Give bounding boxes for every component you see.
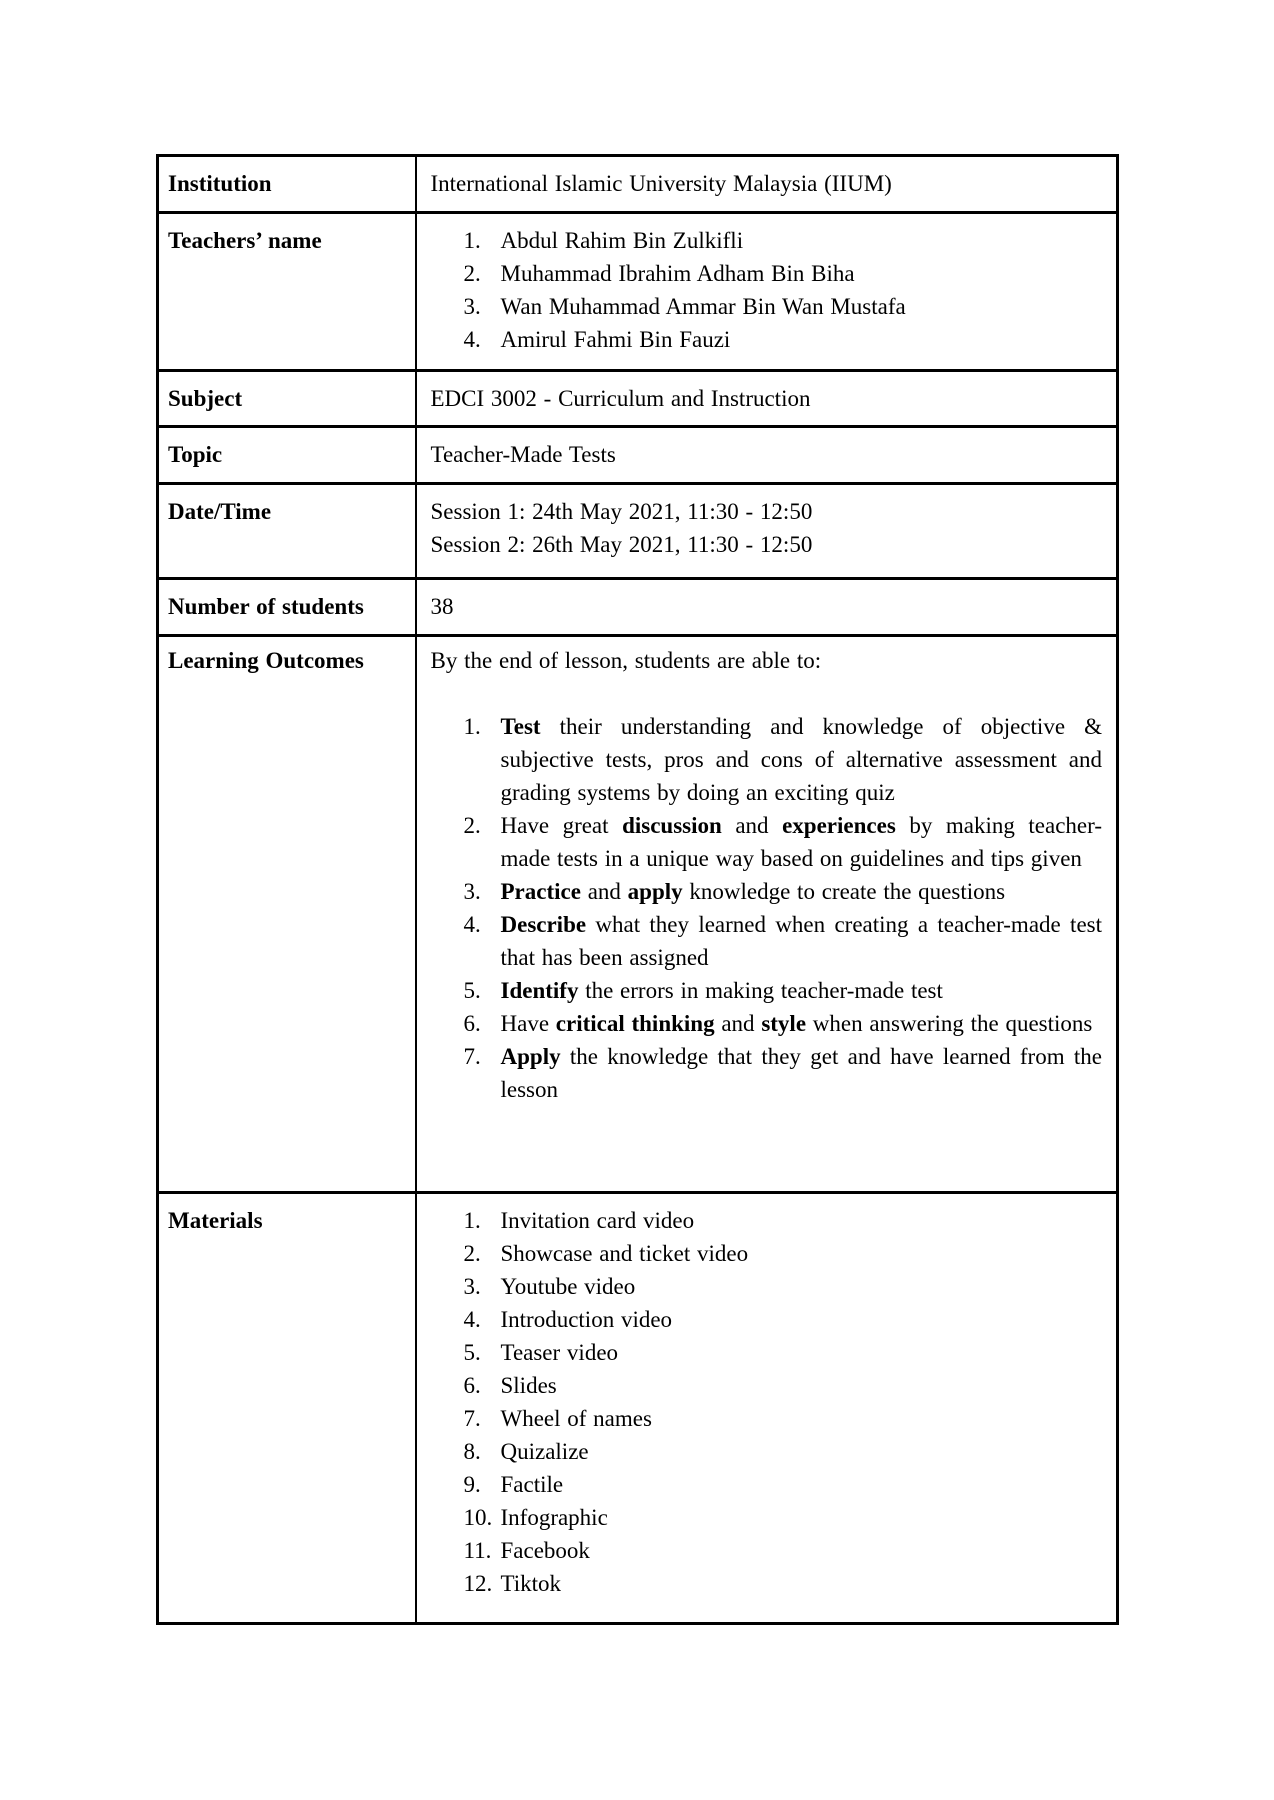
row-value-teachers-name bbox=[416, 213, 1118, 371]
list-item-text bbox=[501, 261, 855, 286]
list-item-text bbox=[501, 1340, 619, 1365]
list-marker: 5. bbox=[463, 1340, 481, 1365]
list-item bbox=[464, 1567, 1103, 1600]
plain-text: Facebook bbox=[500, 1538, 590, 1563]
list-item-text bbox=[501, 714, 1103, 805]
bold-text: Test bbox=[500, 714, 541, 739]
list-marker: 10. bbox=[463, 1505, 493, 1530]
bold-text: discussion bbox=[622, 813, 722, 838]
teachers-name-list bbox=[431, 224, 1103, 356]
list-item-text bbox=[501, 1373, 557, 1398]
plain-text: Quizalize bbox=[500, 1439, 589, 1464]
text-line: Session 1: 24th May 2021, 11:30 - 12:50 bbox=[430, 499, 813, 524]
plain-text: Introduction video bbox=[500, 1307, 673, 1332]
bold-text: experiences bbox=[782, 813, 896, 838]
table-row-institution bbox=[158, 156, 1118, 213]
list-item-text bbox=[501, 327, 731, 352]
list-item-text bbox=[501, 978, 943, 1003]
table-row-teachers-name bbox=[158, 213, 1118, 371]
list-item bbox=[464, 323, 1103, 356]
plain-text: what they learned when creating a teacher-made test that has been assigned bbox=[500, 912, 1102, 970]
plain-text: their understanding and knowledge of objective & subjective tests, pros and cons of alternative assessment and grading systems by doing an exciting quiz bbox=[500, 714, 1102, 805]
table-row-materials bbox=[158, 1193, 1118, 1624]
list-item bbox=[464, 290, 1103, 323]
list-item bbox=[464, 1007, 1103, 1040]
bold-text: Identify bbox=[500, 978, 579, 1003]
list-item-text bbox=[501, 1538, 590, 1563]
plain-text: the errors in making teacher-made test bbox=[578, 978, 943, 1003]
plain-text: when answering the questions bbox=[806, 1011, 1093, 1036]
bold-text: Practice bbox=[500, 879, 581, 904]
plain-text: knowledge to create the questions bbox=[682, 879, 1006, 904]
row-label-materials: Materials bbox=[158, 1193, 416, 1624]
learning-outcomes-intro: By the end of lesson, students are able to: bbox=[430, 648, 822, 673]
plain-text: Youtube video bbox=[500, 1274, 636, 1299]
list-item bbox=[464, 1402, 1103, 1435]
list-item bbox=[464, 1501, 1103, 1534]
table-row-number-of-students bbox=[158, 579, 1118, 636]
row-label-institution: Institution bbox=[158, 156, 416, 213]
list-marker: 8. bbox=[463, 1439, 481, 1464]
plain-text: Wheel of names bbox=[500, 1406, 652, 1431]
list-item bbox=[464, 908, 1103, 974]
plain-text: Have bbox=[500, 1011, 556, 1036]
plain-text: Teaser video bbox=[500, 1340, 619, 1365]
list-marker: 3. bbox=[463, 1274, 481, 1299]
bold-text: critical thinking bbox=[555, 1011, 715, 1036]
plain-text: by making teacher-made tests in a unique way based on guidelines and tips given bbox=[500, 813, 1102, 871]
plain-text: Muhammad Ibrahim Adham Bin Biha bbox=[500, 261, 855, 286]
row-label-topic: Topic bbox=[158, 427, 416, 484]
row-label-teachers-name: Teachers’ name bbox=[158, 213, 416, 371]
list-marker: 6. bbox=[463, 1373, 481, 1398]
list-item-text bbox=[501, 1472, 564, 1497]
plain-text: Tiktok bbox=[500, 1571, 562, 1596]
row-value-institution: International Islamic University Malaysia (IIUM) bbox=[416, 156, 1118, 213]
bold-text: apply bbox=[627, 879, 683, 904]
list-marker: 7. bbox=[463, 1406, 481, 1431]
row-value-subject: EDCI 3002 - Curriculum and Instruction bbox=[416, 371, 1118, 427]
list-marker: 6. bbox=[463, 1011, 481, 1036]
table-row-topic bbox=[158, 427, 1118, 484]
plain-text: and bbox=[721, 813, 783, 838]
plain-text: Invitation card video bbox=[500, 1208, 695, 1233]
list-item-text bbox=[501, 1307, 673, 1332]
list-marker: 2. bbox=[463, 261, 481, 286]
row-value-learning-outcomes bbox=[416, 636, 1118, 1193]
plain-text: Have great bbox=[500, 813, 623, 838]
list-item-text bbox=[501, 912, 1103, 970]
plain-text: Infographic bbox=[500, 1505, 608, 1530]
list-marker: 4. bbox=[463, 912, 481, 937]
list-marker: 3. bbox=[463, 294, 481, 319]
list-marker: 3. bbox=[463, 879, 481, 904]
list-marker: 4. bbox=[463, 327, 481, 352]
list-item-text bbox=[501, 1044, 1103, 1102]
list-marker: 12. bbox=[463, 1571, 493, 1596]
list-item-text bbox=[501, 879, 1006, 904]
list-item bbox=[464, 1270, 1103, 1303]
list-item-text bbox=[501, 813, 1102, 871]
list-item bbox=[464, 1040, 1103, 1106]
bold-text: Apply bbox=[500, 1044, 561, 1069]
plain-text: the knowledge that they get and have learned from the lesson bbox=[500, 1044, 1102, 1102]
row-label-number-of-students: Number of students bbox=[158, 579, 416, 636]
list-item bbox=[464, 1303, 1103, 1336]
plain-text: Slides bbox=[500, 1373, 557, 1398]
list-item bbox=[464, 1336, 1103, 1369]
row-label-learning-outcomes: Learning Outcomes bbox=[158, 636, 416, 1193]
row-value-topic: Teacher-Made Tests bbox=[416, 427, 1118, 484]
list-item bbox=[464, 710, 1103, 809]
row-value-date-time bbox=[416, 484, 1118, 579]
row-value-number-of-students: 38 bbox=[416, 579, 1118, 636]
table-row-learning-outcomes bbox=[158, 636, 1118, 1193]
list-item bbox=[464, 257, 1103, 290]
list-marker: 4. bbox=[463, 1307, 481, 1332]
list-item-text bbox=[501, 1439, 589, 1464]
list-item bbox=[464, 1468, 1103, 1501]
plain-text: and bbox=[580, 879, 628, 904]
list-marker: 2. bbox=[463, 1241, 481, 1266]
list-marker: 2. bbox=[463, 813, 481, 838]
row-value-materials bbox=[416, 1193, 1118, 1624]
list-item bbox=[464, 1435, 1103, 1468]
list-item bbox=[464, 809, 1103, 875]
list-marker: 1. bbox=[463, 714, 481, 739]
list-marker: 7. bbox=[463, 1044, 481, 1069]
table-row-date-time bbox=[158, 484, 1118, 579]
list-item-text bbox=[501, 1011, 1093, 1036]
plain-text: Wan Muhammad Ammar Bin Wan Mustafa bbox=[500, 294, 906, 319]
row-label-subject: Subject bbox=[158, 371, 416, 427]
list-marker: 1. bbox=[463, 228, 481, 253]
plain-text: and bbox=[714, 1011, 762, 1036]
list-item-text bbox=[501, 1571, 562, 1596]
list-item bbox=[464, 1534, 1103, 1567]
list-item-text bbox=[501, 1241, 749, 1266]
plain-text: Factile bbox=[500, 1472, 564, 1497]
bold-text: style bbox=[761, 1011, 807, 1036]
learning-outcomes-list bbox=[431, 710, 1103, 1106]
list-item-text bbox=[501, 1505, 608, 1530]
bold-text: Describe bbox=[500, 912, 587, 937]
text-line: Session 2: 26th May 2021, 11:30 - 12:50 bbox=[430, 532, 813, 557]
list-item-text bbox=[501, 1208, 695, 1233]
plain-text: Abdul Rahim Bin Zulkifli bbox=[500, 228, 744, 253]
list-item bbox=[464, 1369, 1103, 1402]
lesson-plan-table bbox=[156, 154, 1119, 1625]
list-item bbox=[464, 224, 1103, 257]
list-item bbox=[464, 1237, 1103, 1270]
list-marker: 9. bbox=[463, 1472, 481, 1497]
plain-text: Showcase and ticket video bbox=[500, 1241, 749, 1266]
list-item-text bbox=[501, 294, 906, 319]
list-item bbox=[464, 875, 1103, 908]
list-item bbox=[464, 974, 1103, 1007]
list-item-text bbox=[501, 228, 744, 253]
list-marker: 1. bbox=[463, 1208, 481, 1233]
plain-text: Amirul Fahmi Bin Fauzi bbox=[500, 327, 731, 352]
list-item-text bbox=[501, 1406, 652, 1431]
list-item-text bbox=[501, 1274, 636, 1299]
table-row-subject bbox=[158, 371, 1118, 427]
list-marker: 5. bbox=[463, 978, 481, 1003]
materials-list bbox=[431, 1204, 1103, 1600]
list-item bbox=[464, 1204, 1103, 1237]
list-marker: 11. bbox=[463, 1538, 492, 1563]
row-label-date-time: Date/Time bbox=[158, 484, 416, 579]
